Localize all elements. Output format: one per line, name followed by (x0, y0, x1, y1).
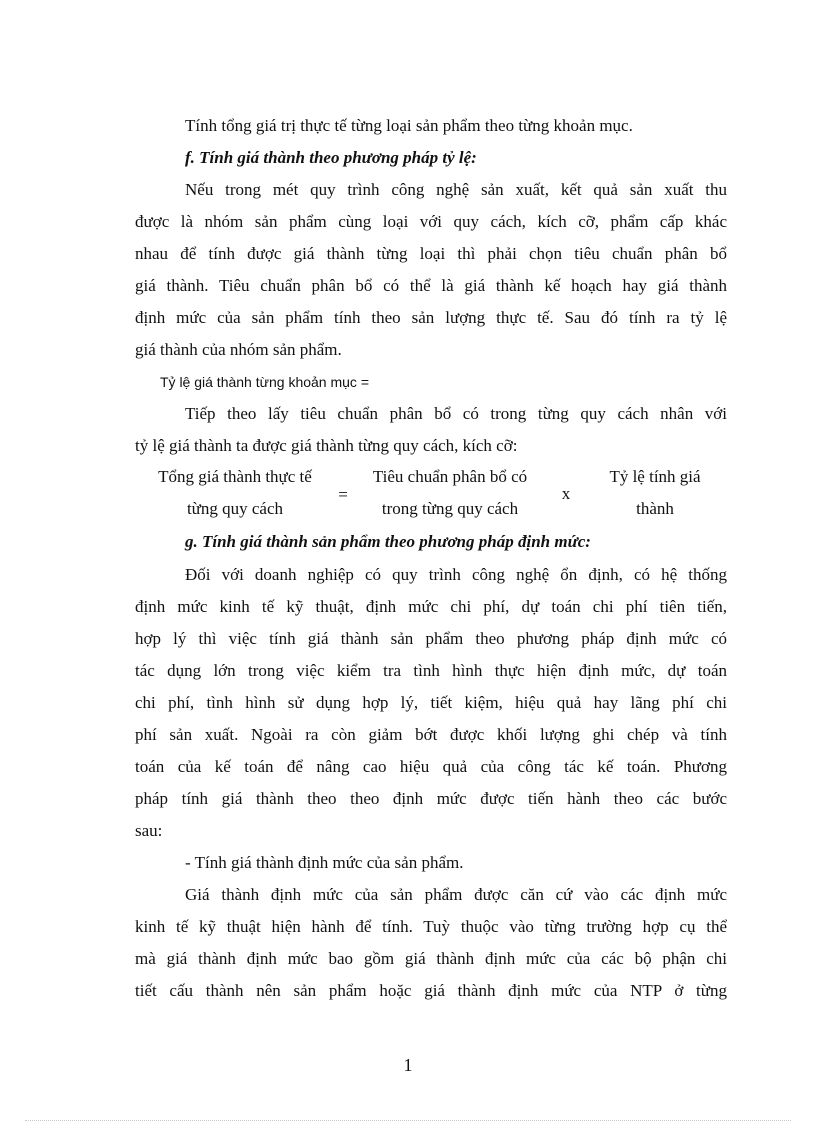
para-g-line: Đối với doanh nghiệp có quy trình công nghệ ổn định, có hệ thống (185, 565, 727, 584)
para-last-line: kinh tế kỹ thuật hiện hành để tính. Tuỳ thuộc vào từng trường hợp cụ thể (135, 917, 727, 936)
para-g-line: toán của kế toán để nâng cao hiệu quả của công tác kế toán. Phương (135, 757, 727, 776)
para-f-line: Nếu trong mét quy trình công nghệ sản xuất, kết quả sản xuất thu (185, 180, 727, 199)
equation-left-top: Tổng giá thành thực tế (158, 467, 312, 486)
equation-left-bottom: từng quy cách (186, 499, 284, 518)
para-f-line: định mức của sản phẩm tính theo sản lượng thực tế. Sau đó tính ra tỷ lệ (135, 308, 727, 327)
para-f-line: nhau để tính được giá thành từng loại thì phải chọn tiêu chuẩn phân bổ (135, 244, 727, 263)
page-number: 1 (403, 1055, 413, 1075)
para-last-line: mà giá thành định mức bao gồm giá thành định mức của các bộ phận chi (135, 949, 727, 968)
heading-f: f. Tính giá thành theo phương pháp tỷ lệ: (185, 148, 477, 167)
para-g-line: chi phí, tình hình sử dụng hợp lý, tiết kiệm, hiệu quả hay lãng phí chi (135, 693, 727, 712)
equation-equals: = (338, 485, 348, 504)
heading-g: g. Tính giá thành sản phẩm theo phương pháp định mức: (185, 532, 591, 551)
equation-right-bottom: thành (636, 499, 674, 518)
equation-times: x (561, 484, 571, 503)
para-g-line: tác dụng lớn trong việc kiểm tra tình hình thực hiện định mức, dự toán (135, 661, 727, 680)
para-g-line: hợp lý thì việc tính giá thành sản phẩm theo phương pháp định mức có (135, 629, 727, 648)
para-g-line: định mức kinh tế kỹ thuật, định mức chi phí, dự toán chi phí tiên tiến, (135, 597, 727, 616)
bullet-item: - Tính giá thành định mức của sản phẩm. (185, 853, 464, 872)
para-g-line: phí sản xuất. Ngoài ra còn giảm bớt được khối lượng ghi chép và tính (135, 725, 727, 744)
para-next-line: Tiếp theo lấy tiêu chuẩn phân bổ có trong từng quy cách nhân với (185, 404, 727, 423)
page-bottom-divider (25, 1120, 791, 1121)
para-g-line: sau: (135, 821, 163, 840)
para-next-line: tỷ lệ giá thành ta được giá thành từng quy cách, kích cỡ: (135, 436, 518, 455)
paragraph-summary: Tính tổng giá trị thực tế từng loại sản phẩm theo từng khoản mục. (185, 116, 633, 135)
equation-right-top: Tỷ lệ tính giá (609, 467, 701, 486)
equation-mid-bottom: trong từng quy cách (381, 499, 519, 518)
para-last-line: tiết cấu thành nên sản phẩm hoặc giá thành định mức của NTP ở từng (135, 981, 727, 1000)
para-f-line: giá thành của nhóm sản phẩm. (135, 340, 342, 359)
para-f-line: được là nhóm sản phẩm cùng loại với quy cách, kích cỡ, phẩm cấp khác (135, 212, 727, 231)
para-f-line: giá thành. Tiêu chuẩn phân bổ có thể là giá thành kế hoạch hay giá thành (135, 276, 727, 295)
equation-mid-top: Tiêu chuẩn phân bổ có (372, 467, 528, 486)
ratio-formula: Tỷ lệ giá thành từng khoản mục = (160, 374, 369, 390)
para-last-line: Giá thành định mức của sản phẩm được căn cứ vào các định mức (185, 885, 727, 904)
para-g-line: pháp tính giá thành theo theo định mức được tiến hành theo các bước (135, 789, 727, 808)
